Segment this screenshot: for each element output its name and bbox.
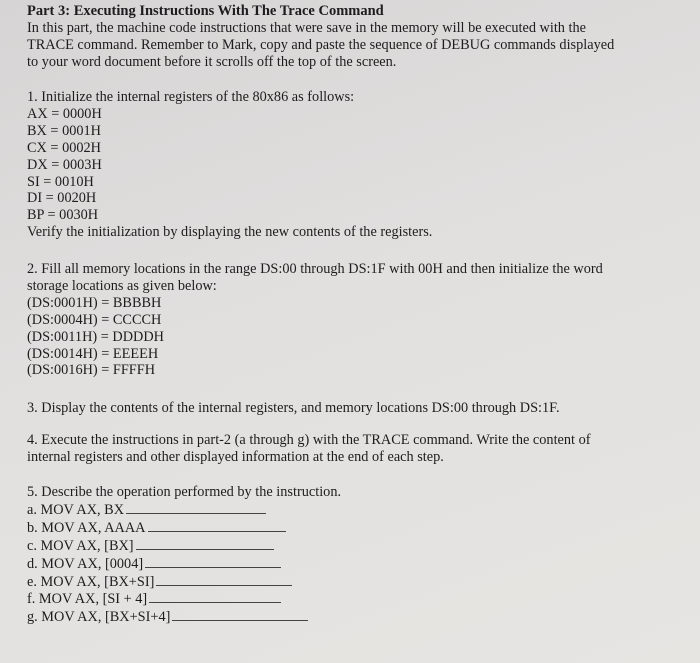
intro-line: TRACE command. Remember to Mark, copy and paste the sequence of DEBUG commands displayed xyxy=(27,36,615,53)
instruction-item xyxy=(27,501,341,519)
answer-blank[interactable] xyxy=(172,608,308,621)
instruction-item xyxy=(27,555,341,573)
step4-text: internal registers and other displayed information at the end of each step. xyxy=(27,448,444,465)
memory-line: (DS:0014H) = EEEEH xyxy=(27,345,159,362)
step4-text: 4. Execute the instructions in part-2 (a through g) with the TRACE command. Write the content of xyxy=(27,432,591,448)
register-line: AX = 0000H xyxy=(27,105,102,122)
answer-blank[interactable] xyxy=(148,519,286,532)
verify-line: Verify the initialization by displaying the new contents of the registers. xyxy=(27,224,433,241)
instruction-item xyxy=(27,573,341,591)
answer-blank[interactable] xyxy=(136,537,274,550)
register-line: SI = 0010H xyxy=(27,173,94,190)
answer-blank[interactable] xyxy=(156,573,292,586)
step1-heading: 1. Initialize the internal registers of the 80x86 as follows: xyxy=(27,89,355,105)
instruction-item xyxy=(27,590,341,608)
instruction-item xyxy=(27,519,341,537)
step-1 xyxy=(27,89,432,241)
answer-blank[interactable] xyxy=(149,590,281,603)
instruction-item xyxy=(27,537,341,555)
instruction-text: a. MOV AX, BX xyxy=(27,501,125,518)
step3-text: 3. Display the contents of the internal registers, and memory locations DS:00 through DS:1F. xyxy=(27,400,560,416)
register-line: BP = 0030H xyxy=(27,207,99,224)
instruction-text: d. MOV AX, [0004] xyxy=(27,555,144,572)
section-title: Part 3: Executing Instructions With The Trace Command xyxy=(27,3,384,19)
register-line: CX = 0002H xyxy=(27,139,101,156)
answer-blank[interactable] xyxy=(126,501,266,514)
instruction-text: f. MOV AX, [SI + 4] xyxy=(27,591,148,608)
instruction-text: c. MOV AX, [BX] xyxy=(27,537,134,554)
instruction-item xyxy=(27,608,341,626)
step2-heading: 2. Fill all memory locations in the range DS:00 through DS:1F with 00H and then initialize the word xyxy=(27,261,603,277)
register-line: DI = 0020H xyxy=(27,190,97,207)
intro-line: to your word document before it scrolls off the top of the screen. xyxy=(27,53,397,70)
step-5 xyxy=(27,484,341,626)
step2-heading: storage locations as given below: xyxy=(27,277,217,294)
memory-line: (DS:0011H) = DDDDH xyxy=(27,328,164,345)
instruction-text: e. MOV AX, [BX+SI] xyxy=(27,573,155,590)
step-4 xyxy=(27,432,591,466)
instruction-text: b. MOV AX, AAAA xyxy=(27,519,146,536)
instruction-text: g. MOV AX, [BX+SI+4] xyxy=(27,609,171,626)
memory-line: (DS:0016H) = FFFFH xyxy=(27,362,156,379)
memory-line: (DS:0004H) = CCCCH xyxy=(27,311,162,328)
register-line: BX = 0001H xyxy=(27,122,101,139)
answer-blank[interactable] xyxy=(145,555,281,568)
step5-heading: 5. Describe the operation performed by the instruction. xyxy=(27,484,342,500)
intro-line: In this part, the machine code instructions that were save in the memory will be executed with the xyxy=(27,19,586,36)
step-2 xyxy=(27,261,603,379)
part3-section xyxy=(27,3,614,71)
register-line: DX = 0003H xyxy=(27,156,102,173)
memory-line: (DS:0001H) = BBBBH xyxy=(27,294,162,311)
step-3 xyxy=(27,400,560,417)
